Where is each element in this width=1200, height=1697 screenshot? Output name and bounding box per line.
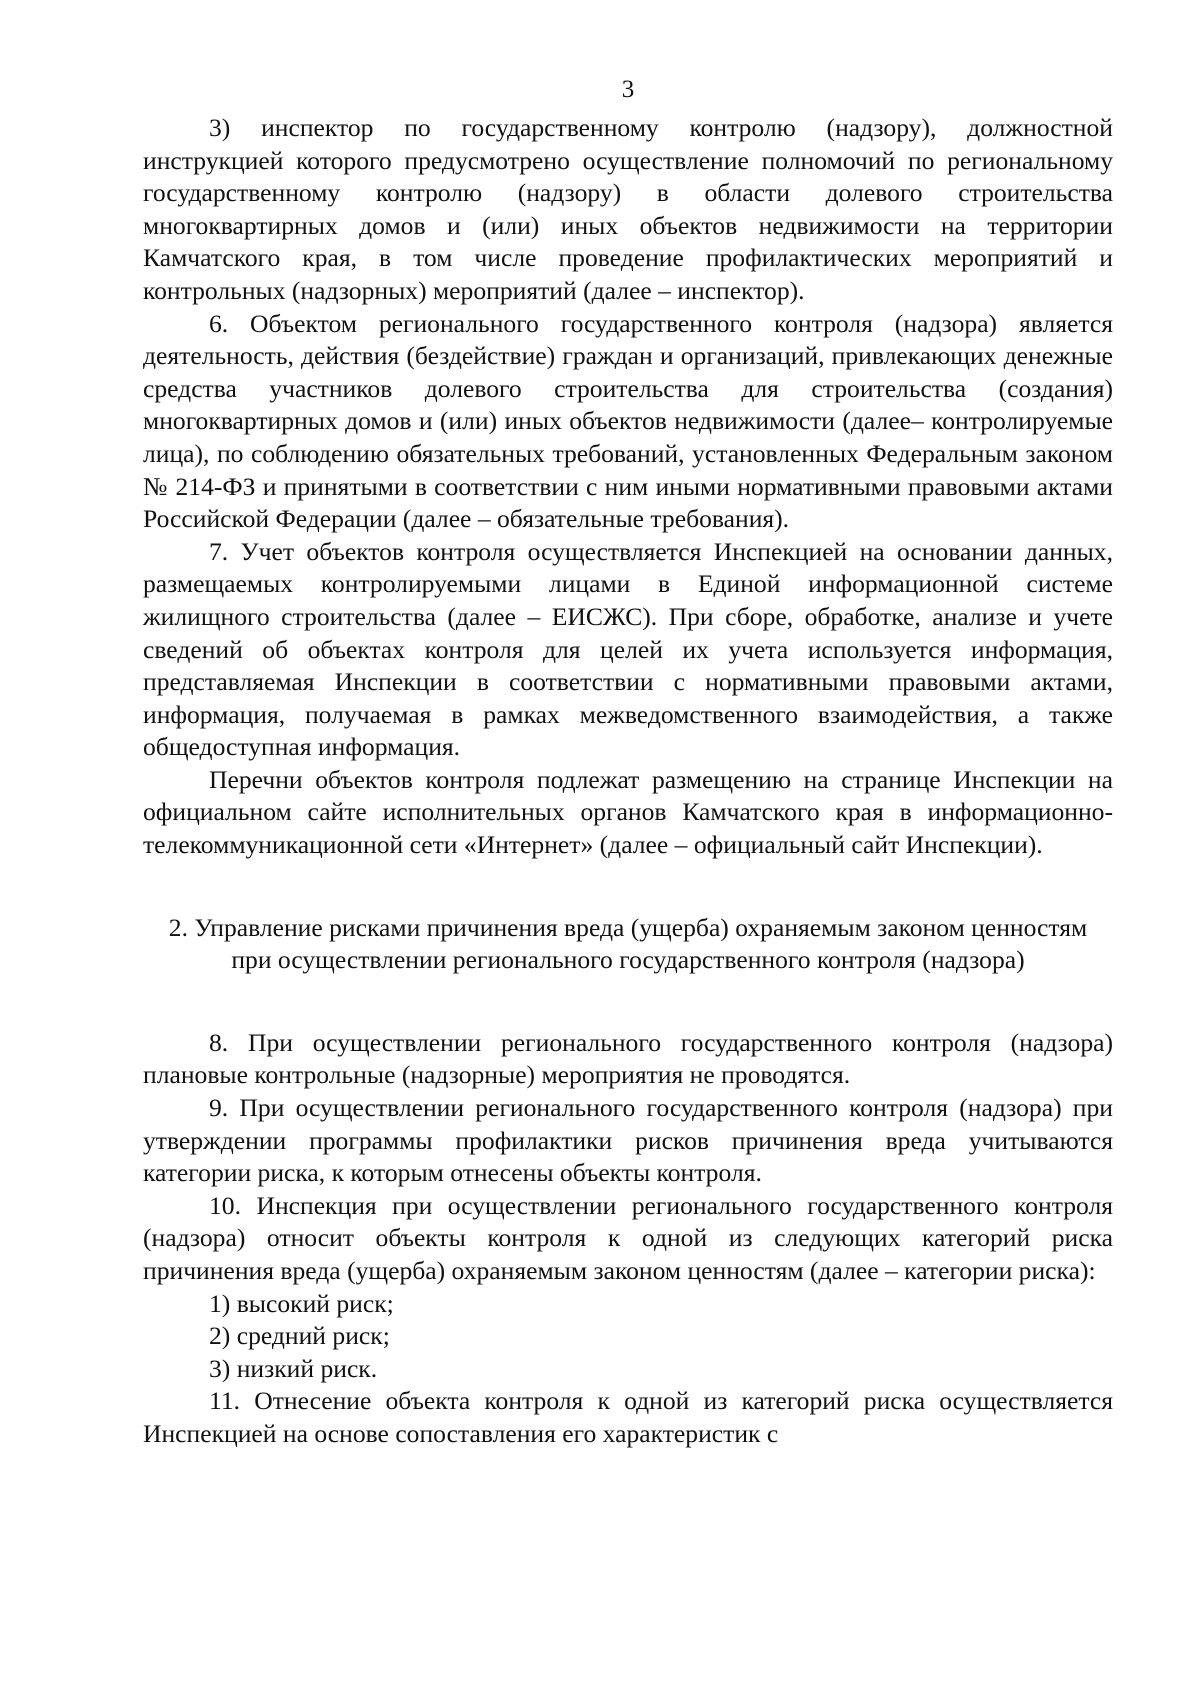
paragraph-object-lists: Перечни объектов контроля подлежат размещению на странице Инспекции на официальном сайте исполнительных органов Камчатского края в информационно-телекоммуникационной сети «Интернет» (далее – официальный сайт Инспекции). bbox=[143, 764, 1113, 860]
section-heading: 2. Управление рисками причинения вреда (ущерба) охраняемым законом ценностям при осуществлении регионального государственного контроля (надзора) bbox=[168, 912, 1088, 975]
list-item-high-risk: 1) высокий риск; bbox=[209, 1288, 394, 1318]
paragraph-item-7: 7. Учет объектов контроля осуществляется Инспекцией на основании данных, размещаемых контролируемыми лицами в Единой информационной системе жилищного строительства (далее – ЕИСЖС). При сборе, обработке, анализе и учете сведений об объектах контроля для целей их учета используется информация, представляемая Инспекции в соответствии с нормативными правовыми актами, информация, получаемая в рамках межведомственного взаимодействия, а также общедоступная информация. bbox=[143, 536, 1113, 762]
list-item-medium-risk: 2) средний риск; bbox=[209, 1321, 390, 1351]
document-page bbox=[143, 74, 1113, 1451]
paragraph-item-8: 8. При осуществлении регионального государственного контроля (надзора) плановые контрольные (надзорные) мероприятия не проводятся. bbox=[143, 1027, 1113, 1090]
paragraph-item-10: 10. Инспекция при осуществлении регионального государственного контроля (надзора) относит объекты контроля к одной из следующих категорий риска причинения вреда (ущерба) охраняемым законом ценностям (далее – категории риска): bbox=[143, 1190, 1113, 1285]
paragraph-inspector-definition: 3) инспектор по государственному контролю (надзору), должностной инструкцией которого предусмотрено осуществление полномочий по региональному государственному контролю (надзору) в области долевого строительства многоквартирных домов и (или) иных объектов недвижимости на территории Камчатского края, в том числе проведение профилактических мероприятий и контрольных (надзорных) мероприятий (далее – инспектор). bbox=[143, 113, 1113, 305]
paragraph-item-11: 11. Отнесение объекта контроля к одной из категорий риска осуществляется Инспекцией на основе сопоставления его характеристик с bbox=[143, 1386, 1113, 1448]
list-item-low-risk: 3) низкий риск. bbox=[209, 1353, 378, 1383]
paragraph-item-9: 9. При осуществлении регионального государственного контроля (надзора) при утверждении программы профилактики рисков причинения вреда учитываются категории риска, к которым отнесены объекты контроля. bbox=[143, 1093, 1113, 1188]
page-number: 3 bbox=[621, 76, 635, 103]
paragraph-item-6: 6. Объектом регионального государственного контроля (надзора) является деятельность, действия (бездействие) граждан и организаций, привлекающих денежные средства участников долевого строительства для строительства (создания) многоквартирных домов и (или) иных объектов недвижимости (далее– контролируемые лица), по соблюдению обязательных требований, установленных Федеральным законом № 214-ФЗ и принятыми в соответствии с ним иными нормативными правовыми актами Российской Федерации (далее – обязательные требования). bbox=[143, 308, 1113, 534]
